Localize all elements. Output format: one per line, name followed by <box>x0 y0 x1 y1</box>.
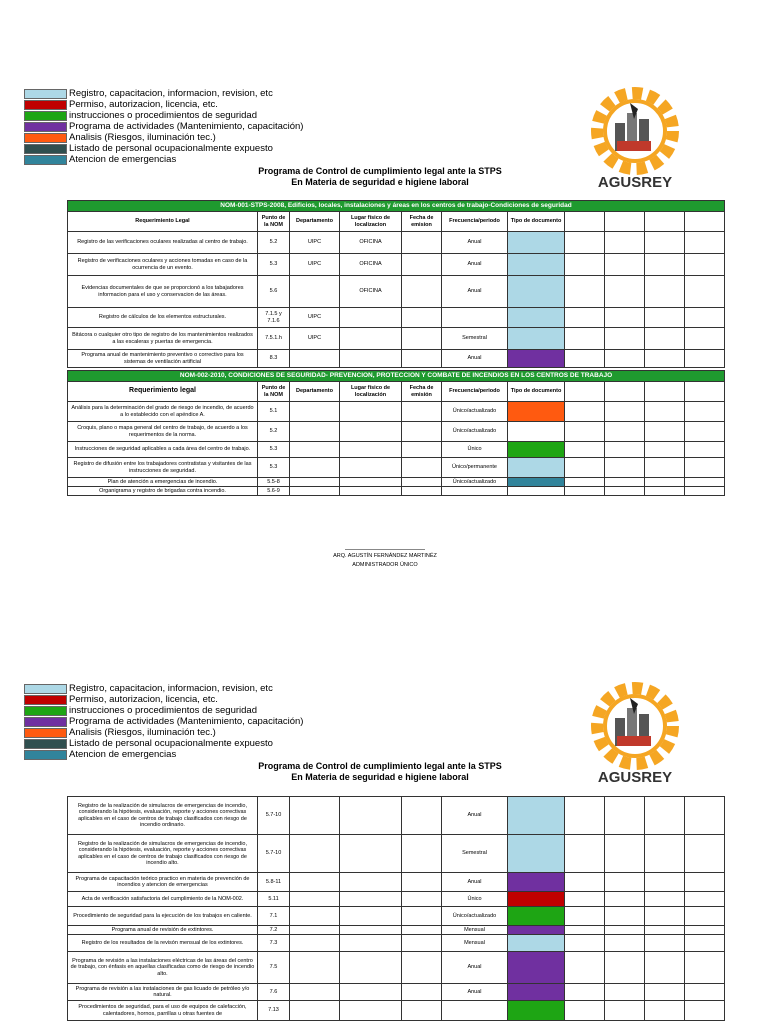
legend-item <box>24 749 303 760</box>
table-cell: Mensual <box>442 935 508 952</box>
table-cell: Semestral <box>442 328 508 350</box>
table-row <box>68 402 725 422</box>
legend-item <box>24 683 303 694</box>
table-cell <box>290 276 340 308</box>
legend-label: Permiso, autorizacion, licencia, etc. <box>69 99 218 110</box>
table-cell: OFICINA <box>340 254 402 276</box>
legend-label: Registro, capacitacion, informacion, revision, etc <box>69 683 273 694</box>
legend-label: Programa de actividades (Mantenimiento, capacitación) <box>69 716 304 727</box>
table-cell <box>442 308 508 328</box>
col-requerimiento: Requerimiento legal <box>68 382 258 402</box>
page2-table <box>67 796 725 1021</box>
table-cell: Único/actualizado <box>442 907 508 926</box>
table-cell: Único/actualizado <box>442 402 508 422</box>
table-cell: 5.2 <box>258 422 290 442</box>
signature-role: ADMINISTRADOR ÚNICO <box>352 562 418 568</box>
table-cell: Procedimientos de seguridad, para el uso de equipos de calefacción, calentadores, hornos, parrillas u otras fuentes de <box>68 1001 258 1021</box>
logo-text: AGUSREY <box>597 174 673 191</box>
table-row <box>68 232 725 254</box>
table-cell: 5.3 <box>258 442 290 458</box>
table-cell <box>402 276 442 308</box>
table-cell: Programa de revisión a las instalaciones eléctricas de las áreas del centro de trabajo, con énfasis en aquellas clasificadas como de riesgo de incendio alto. <box>68 952 258 984</box>
table-cell: Semestral <box>442 835 508 873</box>
table-cell: 5.11 <box>258 892 290 907</box>
legend-label: Atencion de emergencias <box>69 154 177 165</box>
legend-label: Registro, capacitacion, informacion, revision, etc <box>69 88 273 99</box>
table-cell <box>402 308 442 328</box>
table-cell: Registro de verificaciones oculares y acciones tomadas en caso de la ocurrencia de un evento. <box>68 254 258 276</box>
table-cell: Plan de atención a emergencias de incendio. <box>68 478 258 487</box>
legend-swatch <box>24 717 67 727</box>
table-cell: Registro de difusión entre los trabajadores contratistas y visitantes de las instrucciones de seguridad. <box>68 458 258 478</box>
nom002-table <box>67 370 725 496</box>
nom001-header: NOM-001-STPS-2008, Edificios, locales, instalaciones y áreas en los centros de trabajo-Condiciones de seguridad <box>68 201 725 212</box>
table-cell: Anual <box>442 350 508 368</box>
legend-label: instrucciones o procedimientos de seguridad <box>69 110 257 121</box>
table-cell: Único <box>442 892 508 907</box>
table-cell: 5.1 <box>258 402 290 422</box>
table-row <box>68 350 725 368</box>
table-cell: Acta de verificación satisfactoria del cumplimiento de la NOM-002. <box>68 892 258 907</box>
table-cell: 7.2 <box>258 926 290 935</box>
signature-line <box>345 549 425 550</box>
col-requerimiento: Requerimiento Legal <box>68 212 258 232</box>
table-cell: Programa anual de revisión de extintores. <box>68 926 258 935</box>
legend-item <box>24 738 303 749</box>
table-cell: Instrucciones de seguridad aplicables a cada área del centro de trabajo. <box>68 442 258 458</box>
page-title <box>240 761 520 783</box>
title-line2: En Materia de seguridad e higiene laboral <box>291 177 469 187</box>
table-cell: Programa de revisión a las instalaciones de gas licuado de petróleo y/o natural. <box>68 984 258 1001</box>
legend <box>24 88 303 165</box>
nom002-header: NOM-002-2010, CONDICIONES DE SEGURIDAD- PREVENCION, PROTECCION Y COMBATE DE INCENDIOS EN LOS CENTROS DE TRABAJO <box>68 371 725 382</box>
table-cell: UIPC <box>290 254 340 276</box>
legend-item <box>24 110 303 121</box>
table-row <box>68 328 725 350</box>
table-cell <box>340 308 402 328</box>
table-cell: Anual <box>442 797 508 835</box>
legend-item <box>24 154 303 165</box>
table-cell: 7.5.1.h <box>258 328 290 350</box>
table-row <box>68 487 725 496</box>
table-cell: 5.7-10 <box>258 797 290 835</box>
legend-label: Programa de actividades (Mantenimiento, capacitación) <box>69 121 304 132</box>
table-cell: Bitácora o cualquier otro tipo de registro de los mantenimientos realizados a las escaleras y puertas de emergencia. <box>68 328 258 350</box>
table-cell: Organigrama y registro de brigadas contra incendio. <box>68 487 258 496</box>
table-cell: UIPC <box>290 328 340 350</box>
legend-swatch <box>24 728 67 738</box>
legend-item <box>24 88 303 99</box>
col-punto: Punto de la NOM <box>258 212 290 232</box>
legend-swatch <box>24 89 67 99</box>
table-cell: Anual <box>442 276 508 308</box>
col-frecuencia: Frecuencia/periodo <box>442 212 508 232</box>
nom001-table <box>67 200 725 368</box>
legend-swatch <box>24 111 67 121</box>
table-cell: 5.3 <box>258 458 290 478</box>
legend-swatch <box>24 706 67 716</box>
table-cell: Croquis, plano o mapa general del centro de trabajo, de acuerdo a los requerimentos de la norma. <box>68 422 258 442</box>
table-row <box>68 873 725 892</box>
page-title <box>240 166 520 188</box>
legend-label: Listado de personal ocupacionalmente expuesto <box>69 738 273 749</box>
legend-item <box>24 99 303 110</box>
table-cell: 5.6 <box>258 276 290 308</box>
table-cell: 7.6 <box>258 984 290 1001</box>
table-cell <box>340 350 402 368</box>
legend-label: Analisis (Riesgos, iluminación tec.) <box>69 132 216 143</box>
table-cell <box>402 254 442 276</box>
table-cell: Anual <box>442 952 508 984</box>
table-cell: Programa de capacitación teórico practico en materia de prevención de incendios y atencion de emergencias <box>68 873 258 892</box>
table-cell <box>340 328 402 350</box>
agusrey-logo <box>575 678 695 788</box>
table-cell: Único/permanente <box>442 458 508 478</box>
legend-swatch <box>24 133 67 143</box>
legend-swatch <box>24 122 67 132</box>
table-row <box>68 276 725 308</box>
legend-item <box>24 143 303 154</box>
legend-item <box>24 132 303 143</box>
legend-label: Atencion de emergencias <box>69 749 177 760</box>
table-row <box>68 926 725 935</box>
table-cell <box>402 350 442 368</box>
table-cell: Anual <box>442 873 508 892</box>
legend-label: Permiso, autorizacion, licencia, etc. <box>69 694 218 705</box>
col-punto: Punto de la NOM <box>258 382 290 402</box>
table-cell: Anual <box>442 232 508 254</box>
legend-swatch <box>24 100 67 110</box>
table-cell: Único/actualizado <box>442 422 508 442</box>
table-cell: 7.1.5 y 7.1.6 <box>258 308 290 328</box>
legend-item <box>24 716 303 727</box>
table-row <box>68 422 725 442</box>
legend-item <box>24 694 303 705</box>
table-row <box>68 478 725 487</box>
title-line1: Programa de Control de cumplimiento legal ante la STPS <box>258 761 502 771</box>
legend-swatch <box>24 695 67 705</box>
table-cell: Evidencias documentales de que se proporcionó a los tabajadores informacion para el uso y conservacion de las áreas. <box>68 276 258 308</box>
table-cell: Procedimiento de seguridad para la ejecución de los trabajos en caliente. <box>68 907 258 926</box>
table-cell: Registro de la realización de simulacros de emergencias de incendio, considerando la hipótesis, evaluación, reporte y acciones correctivas aplicables en el caso de centros de trabajo clasificados con riesgo de incendio ordinario. <box>68 797 258 835</box>
table-cell: Anual <box>442 254 508 276</box>
table-cell: Análisis para la determinación del grado de riesgo de incendio, de acuerdo a lo establecido con el apéndice A. <box>68 402 258 422</box>
table-cell: Mensual <box>442 926 508 935</box>
legend-swatch <box>24 155 67 165</box>
legend-label: Analisis (Riesgos, iluminación tec.) <box>69 727 216 738</box>
table-row <box>68 952 725 984</box>
col-tipo: Tipo de documento <box>508 212 565 232</box>
table-cell: Único <box>442 442 508 458</box>
table-cell: 5.7-10 <box>258 835 290 873</box>
table-cell: UIPC <box>290 308 340 328</box>
table-cell: 7.3 <box>258 935 290 952</box>
table-cell: OFICINA <box>340 232 402 254</box>
table-cell: 5.8-11 <box>258 873 290 892</box>
col-frecuencia: Frecuencia/periodo <box>442 382 508 402</box>
table-row <box>68 907 725 926</box>
table-cell: 5.6-9 <box>258 487 290 496</box>
legend-item <box>24 727 303 738</box>
title-line2: En Materia de seguridad e higiene laboral <box>291 772 469 782</box>
table-cell: 8.3 <box>258 350 290 368</box>
nom002-column-headers <box>68 382 725 402</box>
table-row <box>68 935 725 952</box>
table-row <box>68 835 725 873</box>
table-cell: Programa anual de mantenimiento preventivo o correctivo para los sistemas de ventilación artificial <box>68 350 258 368</box>
table-row <box>68 984 725 1001</box>
table-cell: 7.1 <box>258 907 290 926</box>
table-cell: 7.13 <box>258 1001 290 1021</box>
table-cell: Anual <box>442 984 508 1001</box>
col-departamento: Departamento <box>290 212 340 232</box>
logo-text: AGUSREY <box>597 769 673 786</box>
legend <box>24 683 303 760</box>
table-cell: Registro de los resultados de la revisón mensual de los extintores. <box>68 935 258 952</box>
table-row <box>68 458 725 478</box>
table-cell: Registro de las verificaciones oculares realizadas al centro de trabajo. <box>68 232 258 254</box>
table-cell: 5.5-8 <box>258 478 290 487</box>
table-cell <box>442 487 508 496</box>
col-tipo: Tipo de documento <box>508 382 565 402</box>
legend-swatch <box>24 750 67 760</box>
table-cell: Registro de cálculos de los elementos estructurales. <box>68 308 258 328</box>
col-lugar: Lugar físico de localización <box>340 382 402 402</box>
table-cell: 5.3 <box>258 254 290 276</box>
table-cell <box>402 232 442 254</box>
legend-label: instrucciones o procedimientos de seguridad <box>69 705 257 716</box>
table-row <box>68 892 725 907</box>
table-cell: Registro de la realización de simulacros de emergencias de incendio, considerando la hipótesis, evaluación, reporte y acciones correctivas aplicables en el caso de centros de trabajo clasificados con riesgo de incendio alto. <box>68 835 258 873</box>
signature-block <box>300 549 470 570</box>
legend-swatch <box>24 739 67 749</box>
table-row <box>68 254 725 276</box>
table-row <box>68 442 725 458</box>
table-cell: UIPC <box>290 232 340 254</box>
legend-item <box>24 121 303 132</box>
table-cell <box>290 350 340 368</box>
nom001-column-headers <box>68 212 725 232</box>
table-cell: Único/actualizado <box>442 478 508 487</box>
table-cell: 7.5 <box>258 952 290 984</box>
col-fecha: Fecha de emisión <box>402 382 442 402</box>
legend-swatch <box>24 684 67 694</box>
legend-item <box>24 705 303 716</box>
col-departamento: Departamento <box>290 382 340 402</box>
col-lugar: Lugar físico de localizacion <box>340 212 402 232</box>
legend-swatch <box>24 144 67 154</box>
agusrey-logo <box>575 83 695 193</box>
signature-name: ARQ. AGUSTÍN FERNÁNDEZ MARTINÉZ <box>333 553 437 559</box>
table-cell <box>442 1001 508 1021</box>
table-row <box>68 308 725 328</box>
col-fecha: Fecha de emision <box>402 212 442 232</box>
table-cell <box>402 328 442 350</box>
table-row <box>68 797 725 835</box>
table-row <box>68 1001 725 1021</box>
legend-label: Listado de personal ocupacionalmente expuesto <box>69 143 273 154</box>
title-line1: Programa de Control de cumplimiento legal ante la STPS <box>258 166 502 176</box>
table-cell: 5.2 <box>258 232 290 254</box>
table-cell: OFICINA <box>340 276 402 308</box>
